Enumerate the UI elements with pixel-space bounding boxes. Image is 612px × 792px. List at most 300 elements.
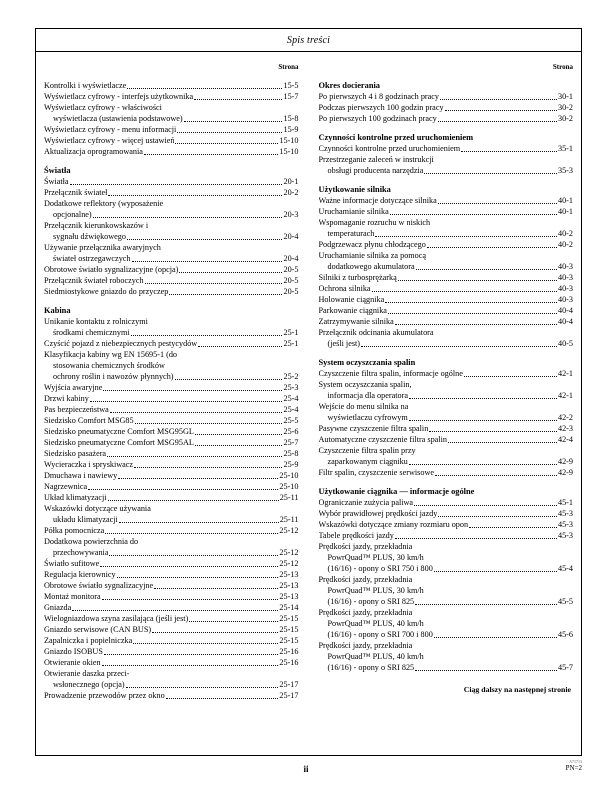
toc-entry <box>44 635 299 646</box>
toc-entry-continuation <box>44 547 299 558</box>
entry-text: Prędkości jazdy, przekładnia <box>318 542 413 551</box>
entry-text: środkami chemicznymi <box>53 328 130 337</box>
toc-entry <box>319 607 574 618</box>
entry-text: wsłonecznego (opcja) <box>53 680 125 689</box>
toc-entry <box>44 591 299 602</box>
entry-page-number: 25-13 <box>279 592 299 601</box>
entry-text: Używanie przełącznika awaryjnych <box>44 243 161 252</box>
toc-entry <box>319 250 574 261</box>
entry-page-number: 30-2 <box>557 103 573 112</box>
entry-text: wyświetlaczu cyfrowym <box>327 413 408 422</box>
dot-leader <box>195 445 283 446</box>
entry-page-number: 25-8 <box>283 449 299 458</box>
entry-page-number: 45-5 <box>557 597 573 606</box>
toc-entry <box>319 445 574 456</box>
toc-columns <box>44 63 573 755</box>
dot-leader <box>134 467 282 468</box>
entry-text: Uruchamianie silnika za pomocą <box>318 251 427 260</box>
toc-entry-continuation <box>319 563 574 574</box>
entry-text: (jeśli jest) <box>327 339 361 348</box>
toc-entry <box>319 316 574 327</box>
dot-leader <box>93 217 283 218</box>
toc-entry <box>319 272 574 283</box>
dot-leader <box>415 604 557 605</box>
entry-text: PowrQuad™ PLUS, 30 km/h <box>327 553 424 562</box>
entry-text: świateł ostrzegawczych <box>53 254 131 263</box>
entry-text: Gniazdo serwisowe (CAN BUS) <box>44 625 152 634</box>
page-frame <box>35 28 582 756</box>
dot-leader <box>438 121 557 122</box>
entry-page-number: 20-2 <box>283 188 299 197</box>
entry-text: Otwieranie okien <box>44 658 101 667</box>
dot-leader <box>135 423 283 424</box>
dot-leader <box>102 665 279 666</box>
entry-page-number: 20-5 <box>283 276 299 285</box>
toc-entry <box>319 423 574 434</box>
toc-entry <box>319 327 574 338</box>
dot-leader <box>414 505 557 506</box>
entry-text: Silniki z turbosprężarką <box>318 273 397 282</box>
dot-leader <box>438 203 557 204</box>
toc-entry <box>319 154 574 165</box>
entry-page-number: 25-16 <box>279 647 299 656</box>
dot-leader <box>109 555 278 556</box>
entry-text: Po pierwszych 100 godzinach pracy <box>318 114 437 123</box>
entry-text: Prędkości jazdy, przekładnia <box>318 641 413 650</box>
toc-entry <box>44 275 299 286</box>
entry-text: Kontrolki i wyświetlacze <box>44 81 127 90</box>
entry-text: sygnału dźwiękowego <box>53 232 126 241</box>
entry-text: Wielogniazdowa szyna zasilająca (jeśli jest) <box>44 614 189 623</box>
dot-leader <box>390 214 557 215</box>
entry-text: Siedzisko pasażera <box>44 449 107 458</box>
section-title: System oczyszczania spalin <box>318 358 416 367</box>
toc-entry <box>44 102 299 113</box>
entry-text: Klasyfikacja kabiny wg EN 15695-1 (do <box>44 350 178 359</box>
entry-page-number: 25-4 <box>283 405 299 414</box>
entry-text: (16/16) - opony o SRI 825 <box>327 663 415 672</box>
dot-leader <box>108 500 279 501</box>
entry-text: informacja dla operatora <box>327 391 408 400</box>
toc-entry <box>44 492 299 503</box>
entry-text: Gniazdo ISOBUS <box>44 647 103 656</box>
entry-text: PowrQuad™ PLUS, 30 km/h <box>327 586 424 595</box>
toc-entry <box>44 124 299 135</box>
entry-text: zaparkowanym ciągniku <box>327 457 408 466</box>
entry-text: Siedzisko pneumatyczne Comfort MSG95AL <box>44 438 194 447</box>
section-title: Użytkowanie silnika <box>318 185 391 194</box>
dot-leader <box>416 269 557 270</box>
entry-page-number: 25-13 <box>279 581 299 590</box>
dot-leader <box>445 110 557 111</box>
dot-leader <box>372 291 557 292</box>
toc-entry <box>319 368 574 379</box>
entry-page-number: 45-3 <box>557 531 573 540</box>
pn-code: PN=2 <box>565 764 582 772</box>
dot-leader <box>415 670 557 671</box>
dot-leader <box>409 398 557 399</box>
toc-entry <box>44 503 299 514</box>
toc-column-1 <box>44 63 299 755</box>
toc-entry-continuation <box>44 679 299 690</box>
dot-leader <box>154 588 278 589</box>
entry-text: Ważne informacje dotyczące silnika <box>318 196 437 205</box>
entry-text: Prędkości jazdy, przekładnia <box>318 608 413 617</box>
dot-leader <box>118 478 278 479</box>
section-title: Kabina <box>44 306 71 315</box>
entry-page-number: 25-17 <box>279 680 299 689</box>
toc-entry <box>44 525 299 536</box>
entry-page-number: 25-15 <box>279 636 299 645</box>
entry-page-number: 20-4 <box>283 232 299 241</box>
dot-leader <box>198 346 282 347</box>
toc-entry-continuation <box>319 629 574 640</box>
entry-page-number: 25-15 <box>279 614 299 623</box>
entry-text: Gniazda <box>44 603 72 612</box>
dot-leader <box>127 239 282 240</box>
entry-page-number: 15-10 <box>279 147 299 156</box>
entry-page-number: 25-14 <box>279 603 299 612</box>
entry-text: stosowania chemicznych środków <box>53 361 165 370</box>
entry-text: Ograniczanie zużycia paliwa <box>318 498 414 507</box>
entry-text: Podgrzewacz płynu chłodzącego <box>318 240 426 249</box>
entry-text: Dodatkowa powierzchnia do <box>44 537 139 546</box>
entry-text: Obrotowe światło sygnalizacyjne <box>44 581 154 590</box>
entry-text: Wyświetlacz cyfrowy - właściwości <box>44 103 162 112</box>
toc-entry <box>44 437 299 448</box>
entry-page-number: 25-16 <box>279 658 299 667</box>
dot-leader <box>105 533 278 534</box>
entry-page-number: 40-5 <box>557 339 573 348</box>
entry-text: Światło sufitowe <box>44 559 100 568</box>
entry-page-number: 45-3 <box>557 509 573 518</box>
toc-entry <box>44 646 299 657</box>
entry-text: Prowadzenie przewodów przez okno <box>44 691 165 700</box>
section-title: Okres docierania <box>318 81 380 90</box>
entry-page-number: 20-5 <box>283 265 299 274</box>
toc-entry <box>319 574 574 585</box>
entry-page-number: 20-1 <box>283 177 299 186</box>
dot-leader <box>119 522 279 523</box>
dot-leader <box>398 280 557 281</box>
dot-leader <box>177 132 282 133</box>
dot-leader <box>145 283 283 284</box>
entry-text: Otwieranie daszka przeci- <box>44 669 130 678</box>
entry-text: (16/16) - opony o SRI 700 i 800 <box>327 630 433 639</box>
entry-text: Ochrona silnika <box>318 284 371 293</box>
entry-text: Dodatkowe reflektory (wyposażenie <box>44 199 164 208</box>
toc-entry <box>44 426 299 437</box>
entry-text: Wycieraczka i spryskiwacz <box>44 460 134 469</box>
toc-entry <box>319 206 574 217</box>
toc-entry <box>44 602 299 613</box>
entry-text: Wyświetlacz cyfrowy - menu informacji <box>44 125 177 134</box>
entry-text: Wskazówki dotyczące zmiany rozmiaru opon <box>318 520 469 529</box>
toc-entry-continuation <box>44 371 299 382</box>
entry-text: Pas bezpieczeństwa <box>44 405 109 414</box>
entry-text: Układ klimatyzacji <box>44 493 107 502</box>
toc-entry <box>44 569 299 580</box>
dot-leader <box>385 302 557 303</box>
entry-page-number: 25-12 <box>279 548 299 557</box>
toc-entry <box>319 294 574 305</box>
entry-text: Montaż monitora <box>44 592 101 601</box>
section-title: Użytkowanie ciągnika — informacje ogólne <box>318 487 475 496</box>
entry-page-number: 15-10 <box>279 136 299 145</box>
toc-entry-continuation <box>319 338 574 349</box>
entry-page-number: 15-7 <box>283 92 299 101</box>
continued-note: Ciąg dalszy na następnej stronie <box>463 685 571 694</box>
dot-leader <box>108 195 282 196</box>
toc-entry <box>319 640 574 651</box>
entry-text: układu klimatyzacji <box>53 515 118 524</box>
entry-page-number: 15-5 <box>283 81 299 90</box>
toc-entry-continuation <box>319 412 574 423</box>
entry-text: Prędkości jazdy, przekładnia <box>318 575 413 584</box>
entry-page-number: 42-1 <box>557 369 573 378</box>
entry-text: ochrony roślin i nawozów płynnych) <box>53 372 174 381</box>
toc-entry <box>319 379 574 390</box>
toc-entry <box>44 264 299 275</box>
dot-leader <box>100 566 278 567</box>
toc-entry <box>44 349 299 360</box>
entry-page-number: 42-2 <box>557 413 573 422</box>
entry-text: PowrQuad™ PLUS, 40 km/h <box>327 652 424 661</box>
dot-leader <box>195 434 283 435</box>
toc-entry <box>44 187 299 198</box>
entry-text: Podczas pierwszych 100 godzin pracy <box>318 103 444 112</box>
entry-page-number: 25-1 <box>283 328 299 337</box>
entry-text: Czyścić pojazd z niebezpiecznych pestycydów <box>44 339 198 348</box>
toc-entry <box>319 102 574 113</box>
toc-entry <box>319 519 574 530</box>
toc-entry-continuation <box>319 552 574 563</box>
dot-leader <box>189 621 278 622</box>
entry-text: obsługi producenta narzędzia <box>327 166 424 175</box>
entry-text: Czynności kontrolne przed uruchomieniem <box>318 144 461 153</box>
dot-leader <box>388 313 557 314</box>
dot-leader <box>179 272 282 273</box>
entry-text: Aktualizacja oprogramowania <box>44 147 143 156</box>
toc-entry-continuation <box>319 390 574 401</box>
toc-entry <box>44 242 299 253</box>
toc-entry-continuation <box>44 514 299 525</box>
dot-leader <box>132 261 283 262</box>
entry-page-number: 30-2 <box>557 114 573 123</box>
dot-leader <box>438 516 557 517</box>
entry-page-number: 25-12 <box>279 559 299 568</box>
entry-text: Siedzisko pneumatyczne Comfort MSG95GL <box>44 427 194 436</box>
entry-page-number: 25-7 <box>283 438 299 447</box>
print-code: A71713 <box>569 759 582 764</box>
toc-entry <box>44 657 299 668</box>
entry-text: Zatrzymywanie silnika <box>318 317 394 326</box>
toc-entry <box>319 508 574 519</box>
entry-text: Tabele prędkości jazdy <box>318 531 394 540</box>
dot-leader <box>103 390 282 391</box>
toc-entry <box>319 541 574 552</box>
dot-leader <box>434 571 557 572</box>
entry-text: Przełącznik świateł roboczych <box>44 276 144 285</box>
entry-page-number: 25-10 <box>279 471 299 480</box>
entry-text: Obrotowe światło sygnalizacyjne (opcja) <box>44 265 179 274</box>
entry-text: Filtr spalin, czyszczenie serwisowe <box>318 468 434 477</box>
entry-text: Automatyczne czyszczenie filtra spalin <box>318 435 447 444</box>
entry-page-number: 25-12 <box>279 526 299 535</box>
entry-page-number: 25-6 <box>283 427 299 436</box>
entry-text: wyświetlacza (ustawienia podstawowe) <box>53 114 183 123</box>
dot-leader <box>409 420 557 421</box>
dot-leader <box>424 173 557 174</box>
dot-leader <box>126 687 279 688</box>
dot-leader <box>166 698 279 699</box>
toc-entry-continuation <box>44 209 299 220</box>
entry-text: Uruchamianie silnika <box>318 207 389 216</box>
toc-entry-continuation <box>44 113 299 124</box>
toc-entry-continuation <box>319 585 574 596</box>
dot-leader <box>144 154 279 155</box>
toc-entry <box>44 668 299 679</box>
entry-text: Nagrzewnica <box>44 482 88 491</box>
entry-page-number: 15-9 <box>283 125 299 134</box>
entry-text: Wyjścia awaryjne <box>44 383 103 392</box>
toc-entry <box>44 91 299 102</box>
entry-page-number: 40-3 <box>557 295 573 304</box>
entry-text: Czyszczenie filtra spalin przy <box>318 446 416 455</box>
entry-page-number: 35-3 <box>557 166 573 175</box>
entry-page-number: 40-2 <box>557 229 573 238</box>
entry-page-number: 25-15 <box>279 625 299 634</box>
toc-entry-continuation <box>44 360 299 371</box>
entry-page-number: 40-4 <box>557 306 573 315</box>
entry-page-number: 15-8 <box>283 114 299 123</box>
toc-entry <box>319 530 574 541</box>
entry-text: Parkowanie ciągnika <box>318 306 387 315</box>
dot-leader <box>395 538 557 539</box>
dot-leader <box>448 442 557 443</box>
entry-text: Światła <box>44 177 69 186</box>
column-page-label: Strona <box>278 63 299 71</box>
entry-text: Przełącznik świateł <box>44 188 108 197</box>
entry-text: Wybór prawidłowej prędkości jazdy <box>318 509 438 518</box>
entry-page-number: 42-1 <box>557 391 573 400</box>
dot-leader <box>435 475 557 476</box>
entry-page-number: 25-17 <box>279 691 299 700</box>
entry-page-number: 45-4 <box>557 564 573 573</box>
entry-page-number: 25-1 <box>283 339 299 348</box>
toc-entry <box>319 91 574 102</box>
toc-entry <box>44 470 299 481</box>
toc-entry <box>319 467 574 478</box>
toc-entry-continuation <box>319 456 574 467</box>
dot-leader <box>104 654 278 655</box>
entry-text: Pasywne czyszczenie filtra spalin <box>318 424 429 433</box>
toc-entry <box>44 459 299 470</box>
toc-entry <box>44 393 299 404</box>
entry-text: Siedzisko Comfort MSG85 <box>44 416 134 425</box>
dot-leader <box>70 184 283 185</box>
toc-entry-continuation <box>319 165 574 176</box>
entry-page-number: 40-3 <box>557 284 573 293</box>
entry-text: Wyświetlacz cyfrowy - interfejs użytkownika <box>44 92 194 101</box>
toc-entry-continuation <box>319 228 574 239</box>
entry-text: Drzwi kabiny <box>44 394 89 403</box>
toc-entry <box>44 316 299 327</box>
toc-entry-continuation <box>44 253 299 264</box>
entry-text: (16/16) - opony o SRI 750 i 800 <box>327 564 433 573</box>
entry-text: Regulacja kierownicy <box>44 570 116 579</box>
section-title: Światła <box>44 166 71 175</box>
toc-entry <box>44 481 299 492</box>
entry-text: Wejście do menu silnika na <box>318 402 409 411</box>
page-number: ii <box>303 764 309 774</box>
toc-entry <box>44 580 299 591</box>
toc-entry <box>44 558 299 569</box>
toc-entry <box>44 415 299 426</box>
entry-page-number: 20-5 <box>283 287 299 296</box>
entry-text: Półka pomocnicza <box>44 526 105 535</box>
dot-leader <box>131 335 283 336</box>
toc-entry <box>44 690 299 701</box>
toc-entry <box>319 217 574 228</box>
toc-entry-continuation <box>319 596 574 607</box>
entry-text: Wyświetlacz cyfrowy - więcej ustawień <box>44 136 175 145</box>
dot-leader <box>395 324 557 325</box>
toc-entry <box>44 146 299 157</box>
entry-text: Przełącznik kierunkowskazów i <box>44 221 149 230</box>
toc-entry-continuation <box>319 662 574 673</box>
dot-leader <box>469 527 557 528</box>
entry-page-number: 25-11 <box>279 493 299 502</box>
entry-page-number: 40-3 <box>557 273 573 282</box>
entry-page-number: 45-3 <box>557 520 573 529</box>
entry-page-number: 25-10 <box>279 482 299 491</box>
toc-entry <box>44 286 299 297</box>
entry-text: dodatkowego akumulatora <box>327 262 415 271</box>
entry-page-number: 20-4 <box>283 254 299 263</box>
dot-leader <box>102 599 279 600</box>
entry-page-number: 40-3 <box>557 262 573 271</box>
dot-leader <box>152 632 278 633</box>
dot-leader <box>133 643 278 644</box>
entry-page-number: 45-7 <box>557 663 573 672</box>
toc-entry <box>44 382 299 393</box>
entry-text: System oczyszczania spalin, <box>318 380 412 389</box>
toc-entry-continuation <box>319 618 574 629</box>
entry-text: Przełącznik odcinania akumulatora <box>318 328 434 337</box>
column-page-label: Strona <box>552 63 573 71</box>
dot-leader <box>461 151 557 152</box>
toc-entry <box>44 135 299 146</box>
dot-leader <box>440 99 557 100</box>
entry-text: temperaturach <box>327 229 375 238</box>
entry-text: Siedmiostykowe gniazdo do przyczep <box>44 287 169 296</box>
entry-text: Przestrzeganie zaleceń w instrukcji <box>318 155 434 164</box>
toc-entry <box>44 338 299 349</box>
section-title: Czynności kontrolne przed uruchomieniem <box>318 133 474 142</box>
dot-leader <box>90 401 283 402</box>
page-title: Spis treści <box>36 29 581 52</box>
entry-page-number: 40-1 <box>557 196 573 205</box>
footer-codes <box>566 759 582 772</box>
entry-text: Po pierwszych 4 i 8 godzinach pracy <box>318 92 440 101</box>
toc-entry <box>319 143 574 154</box>
toc-entry <box>44 176 299 187</box>
entry-text: (16/16) - opony o SRI 825 <box>327 597 415 606</box>
dot-leader <box>464 376 557 377</box>
toc-entry <box>44 624 299 635</box>
dot-leader <box>184 121 283 122</box>
